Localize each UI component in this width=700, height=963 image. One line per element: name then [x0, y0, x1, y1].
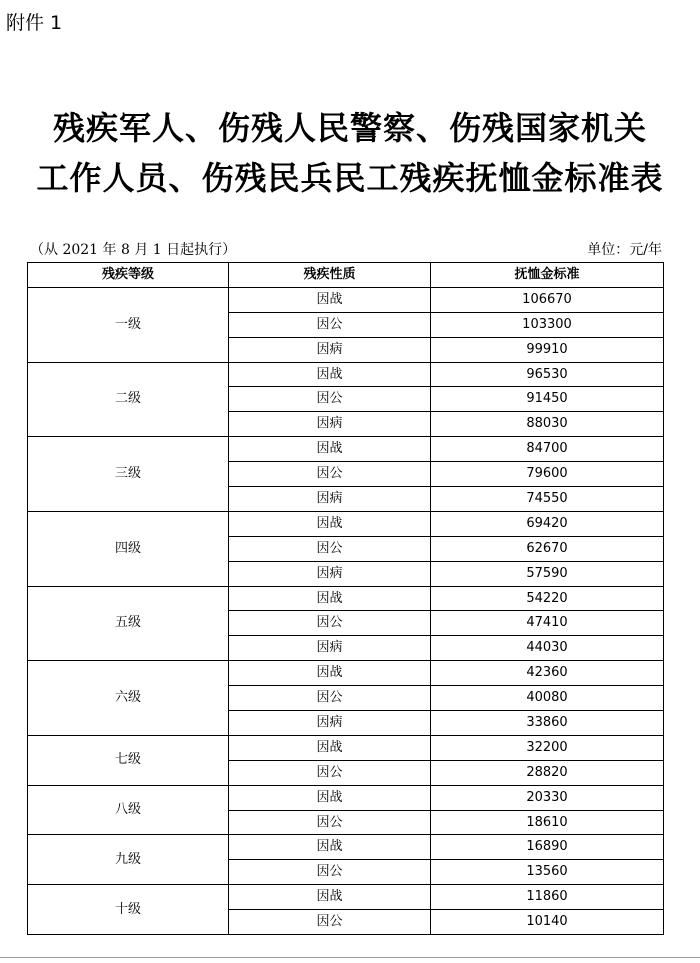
table-row	[28, 735, 664, 760]
table-row	[28, 661, 664, 686]
grade-cell: 三级	[28, 437, 229, 512]
amount-cell: 13560	[431, 860, 664, 885]
grade-cell: 九级	[28, 835, 229, 885]
table-row	[28, 835, 664, 860]
nature-cell: 因战	[229, 362, 431, 387]
table-row	[28, 586, 664, 611]
nature-cell: 因公	[229, 860, 431, 885]
nature-cell: 因战	[229, 661, 431, 686]
amount-cell: 88030	[431, 412, 664, 437]
amount-cell: 44030	[431, 636, 664, 661]
nature-cell: 因病	[229, 636, 431, 661]
amount-cell: 20330	[431, 785, 664, 810]
amount-cell: 74550	[431, 487, 664, 512]
pension-standard-table	[27, 262, 664, 935]
unit-note: 单位：元/年	[587, 242, 662, 258]
nature-cell: 因公	[229, 910, 431, 935]
nature-cell: 因公	[229, 536, 431, 561]
nature-cell: 因公	[229, 312, 431, 337]
nature-cell: 因战	[229, 885, 431, 910]
nature-cell: 因公	[229, 760, 431, 785]
amount-cell: 62670	[431, 536, 664, 561]
amount-cell: 106670	[431, 287, 664, 312]
amount-cell: 99910	[431, 337, 664, 362]
nature-cell: 因公	[229, 387, 431, 412]
table-row	[28, 511, 664, 536]
grade-cell: 六级	[28, 661, 229, 736]
amount-cell: 103300	[431, 312, 664, 337]
nature-cell: 因公	[229, 611, 431, 636]
nature-cell: 因战	[229, 835, 431, 860]
effective-date-note: （从 2021 年 8 月 1 日起执行）	[30, 242, 237, 258]
header-amount: 抚恤金标准	[431, 263, 664, 288]
amount-cell: 79600	[431, 462, 664, 487]
amount-cell: 33860	[431, 711, 664, 736]
table-header-row	[28, 263, 664, 288]
header-nature: 残疾性质	[229, 263, 431, 288]
nature-cell: 因战	[229, 511, 431, 536]
nature-cell: 因战	[229, 735, 431, 760]
nature-cell: 因战	[229, 586, 431, 611]
amount-cell: 40080	[431, 686, 664, 711]
table-row	[28, 437, 664, 462]
amount-cell: 42360	[431, 661, 664, 686]
amount-cell: 28820	[431, 760, 664, 785]
page-bottom-divider	[0, 957, 700, 958]
amount-cell: 84700	[431, 437, 664, 462]
table-row	[28, 287, 664, 312]
header-grade: 残疾等级	[28, 263, 229, 288]
document-title-line-2: 工作人员、伤残民兵民工残疾抚恤金标准表	[36, 159, 664, 197]
nature-cell: 因病	[229, 561, 431, 586]
nature-cell: 因病	[229, 412, 431, 437]
grade-cell: 一级	[28, 287, 229, 362]
amount-cell: 32200	[431, 735, 664, 760]
amount-cell: 47410	[431, 611, 664, 636]
nature-cell: 因病	[229, 487, 431, 512]
nature-cell: 因病	[229, 337, 431, 362]
nature-cell: 因病	[229, 711, 431, 736]
grade-cell: 五级	[28, 586, 229, 661]
table-row	[28, 785, 664, 810]
grade-cell: 七级	[28, 735, 229, 785]
amount-cell: 18610	[431, 810, 664, 835]
amount-cell: 91450	[431, 387, 664, 412]
nature-cell: 因公	[229, 462, 431, 487]
grade-cell: 二级	[28, 362, 229, 437]
amount-cell: 69420	[431, 511, 664, 536]
table-row	[28, 362, 664, 387]
table-row	[28, 885, 664, 910]
amount-cell: 10140	[431, 910, 664, 935]
amount-cell: 96530	[431, 362, 664, 387]
nature-cell: 因战	[229, 785, 431, 810]
nature-cell: 因战	[229, 437, 431, 462]
nature-cell: 因战	[229, 287, 431, 312]
table-body	[28, 287, 664, 934]
nature-cell: 因公	[229, 810, 431, 835]
grade-cell: 四级	[28, 511, 229, 586]
attachment-label: 附件 1	[6, 12, 63, 34]
amount-cell: 54220	[431, 586, 664, 611]
amount-cell: 16890	[431, 835, 664, 860]
document-title-line-1: 残疾军人、伤残人民警察、伤残国家机关	[52, 109, 647, 147]
nature-cell: 因公	[229, 686, 431, 711]
amount-cell: 57590	[431, 561, 664, 586]
amount-cell: 11860	[431, 885, 664, 910]
grade-cell: 十级	[28, 885, 229, 935]
grade-cell: 八级	[28, 785, 229, 835]
